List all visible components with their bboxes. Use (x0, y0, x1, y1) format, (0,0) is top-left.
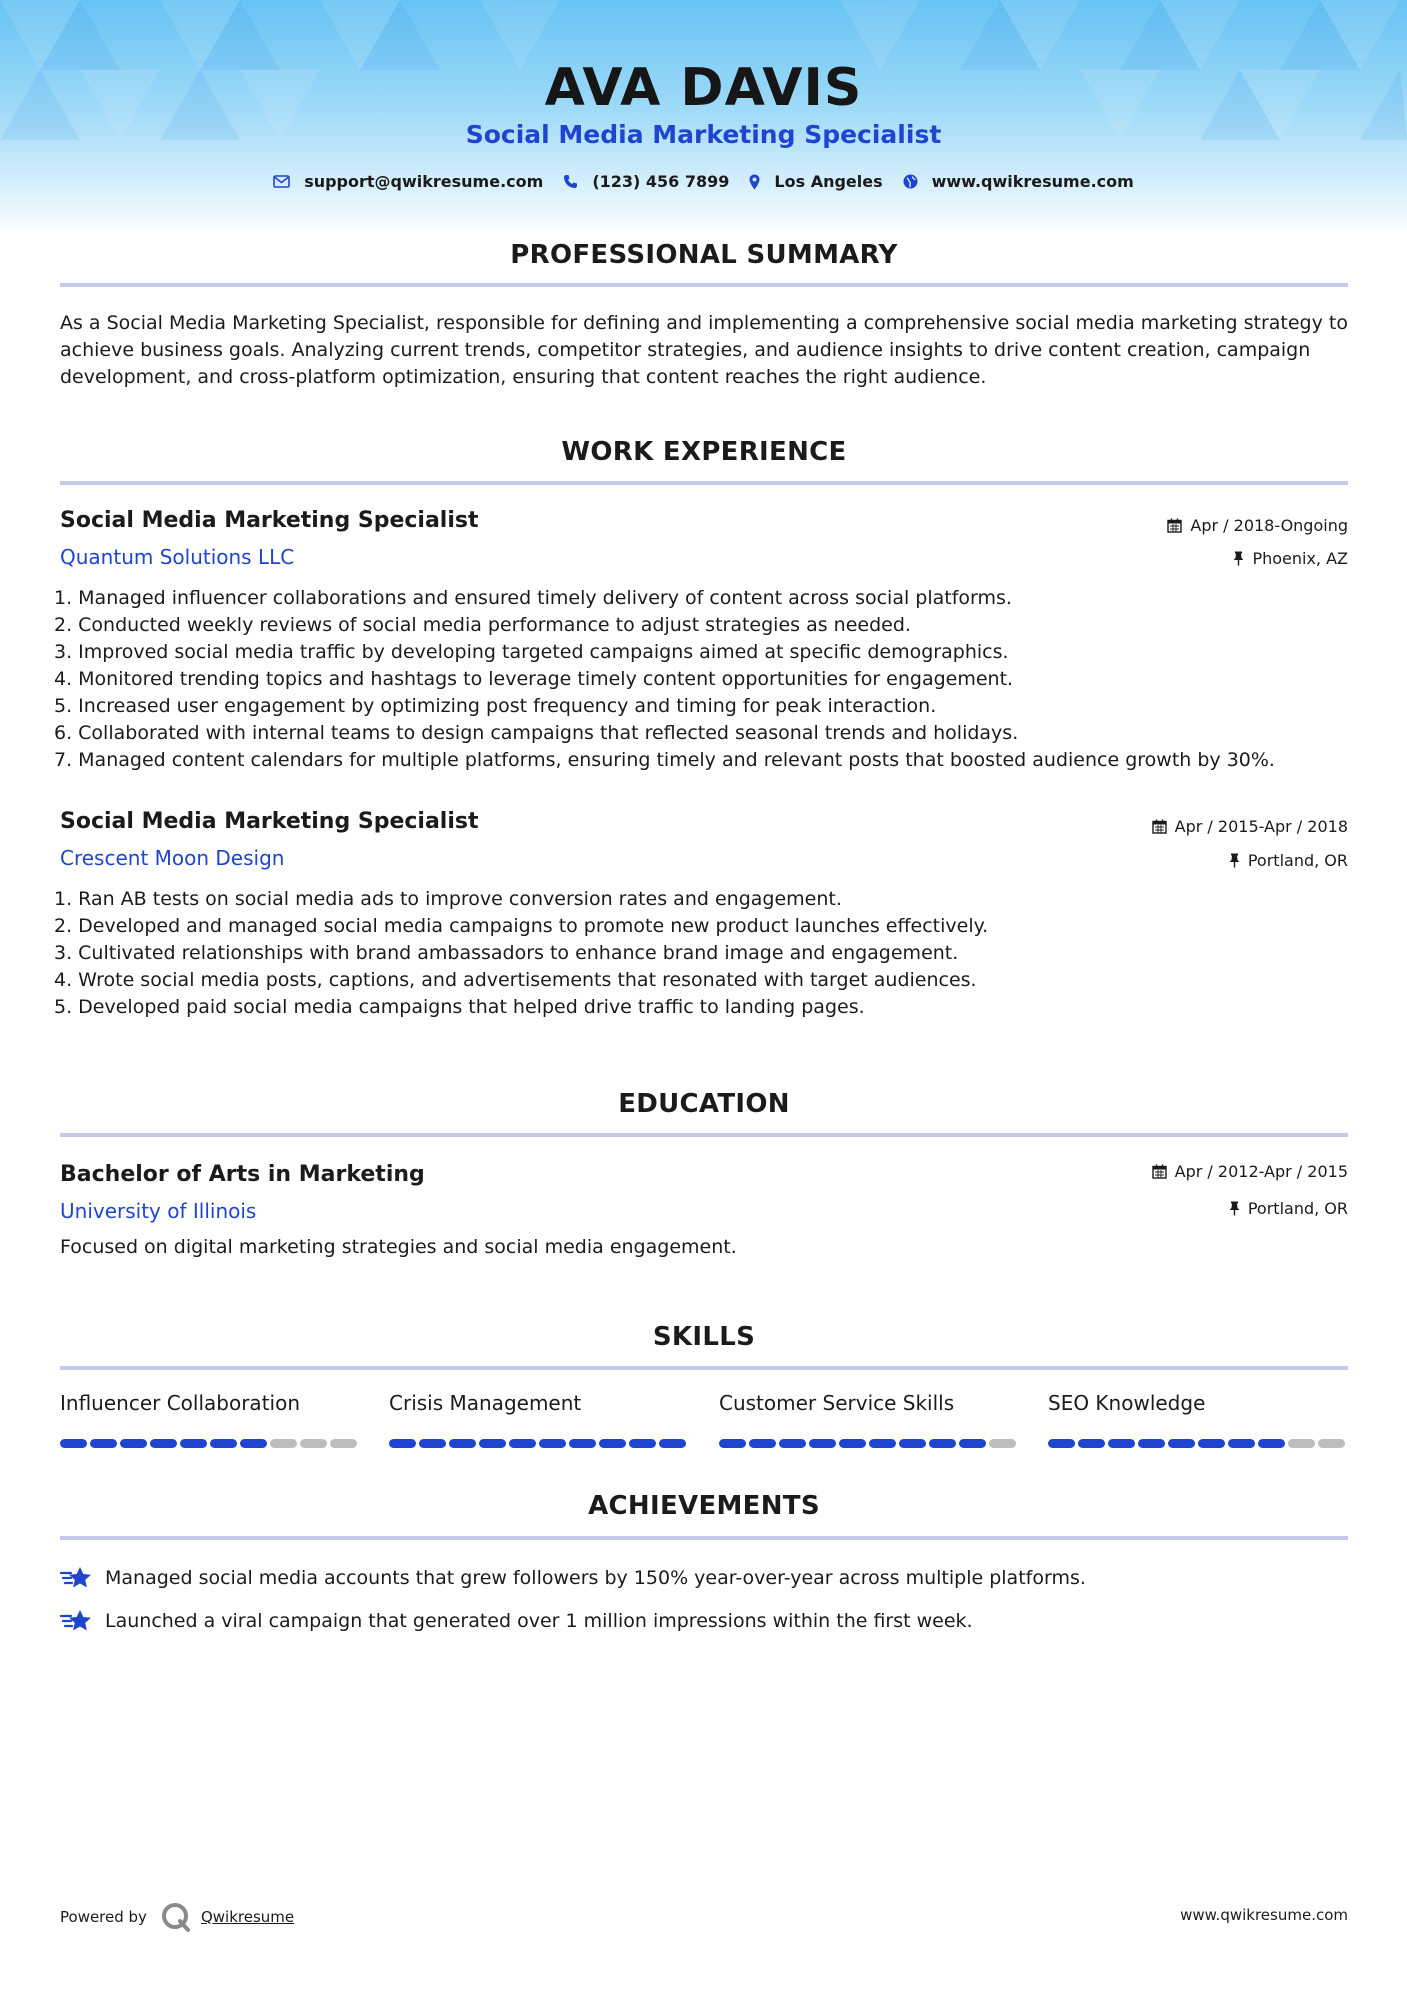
star-icon (60, 1564, 94, 1592)
job-location-text: Portland, OR (1247, 851, 1348, 870)
job-bullet: 2. Developed and managed social media campaigns to promote new product launches effectively. (54, 915, 989, 937)
job-bullet: 6. Collaborated with internal teams to design campaigns that reflected seasonal trends and holidays. (54, 722, 1019, 744)
pin-icon (1233, 551, 1244, 566)
calendar-icon (1152, 819, 1167, 834)
skill-segment-filled (1108, 1439, 1135, 1448)
skill-segment-filled (90, 1439, 117, 1448)
experience-heading: WORK EXPERIENCE (561, 437, 847, 467)
education-location (1229, 1199, 1348, 1218)
skill-rating-bar (389, 1439, 689, 1448)
skill-segment-empty (1318, 1439, 1345, 1448)
experience-divider (60, 481, 1348, 485)
skill-segment-filled (210, 1439, 237, 1448)
envelope-icon (273, 175, 290, 188)
skill-item (1048, 1391, 1348, 1448)
skill-segment-filled (120, 1439, 147, 1448)
contact-email[interactable] (273, 172, 543, 191)
calendar-icon (1152, 1164, 1167, 1179)
qwikresume-link[interactable]: Qwikresume (200, 1908, 295, 1926)
powered-by-label: Powered by (60, 1908, 147, 1926)
skill-segment-filled (749, 1439, 776, 1448)
contact-email-text: support@qwikresume.com (304, 172, 544, 191)
skill-rating-bar (719, 1439, 1019, 1448)
job-bullet: 5. Increased user engagement by optimizing post frequency and timing for peak interaction. (54, 695, 937, 717)
skill-rating-bar (60, 1439, 360, 1448)
job-bullet: 1. Managed influencer collaborations and ensured timely delivery of content across social platforms. (54, 587, 1012, 609)
education-divider (60, 1133, 1348, 1137)
globe-icon (903, 174, 918, 189)
achievements-divider (60, 1536, 1348, 1540)
job-dates (1167, 516, 1348, 535)
skill-segment-filled (180, 1439, 207, 1448)
skill-segment-filled (899, 1439, 926, 1448)
summary-divider (60, 283, 1348, 287)
skill-segment-filled (419, 1439, 446, 1448)
skill-segment-empty (270, 1439, 297, 1448)
contact-location-text: Los Angeles (774, 172, 883, 191)
skill-item (60, 1391, 360, 1448)
skill-segment-filled (659, 1439, 686, 1448)
contact-bar (0, 172, 1407, 191)
education-heading: EDUCATION (618, 1089, 790, 1119)
qwikresume-logo-icon (161, 1902, 191, 1932)
skill-segment-filled (1228, 1439, 1255, 1448)
phone-icon (563, 174, 578, 189)
contact-website[interactable] (903, 172, 1134, 191)
skill-segment-empty (300, 1439, 327, 1448)
summary-heading: PROFESSIONAL SUMMARY (510, 240, 898, 270)
job-bullet: 4. Wrote social media posts, captions, and advertisements that resonated with target audiences. (54, 969, 977, 991)
education-dates-text: Apr / 2012-Apr / 2015 (1174, 1162, 1348, 1181)
candidate-name: AVA DAVIS (544, 58, 863, 118)
skill-segment-filled (1168, 1439, 1195, 1448)
job-bullet: 1. Ran AB tests on social media ads to improve conversion rates and engagement. (54, 888, 842, 910)
skill-segment-empty (1288, 1439, 1315, 1448)
footer-powered-by (60, 1902, 294, 1932)
skill-segment-filled (60, 1439, 87, 1448)
summary-text: As a Social Media Marketing Specialist, responsible for defining and implementing a comprehensive social media marketing strategy to achieve business goals. Analyzing current trends, competitor strategies, and audience insights to drive content creation, campaign development, and cross-platform optimization, ensuring that content reaches the right audience. (60, 312, 1348, 388)
skill-segment-filled (599, 1439, 626, 1448)
candidate-title: Social Media Marketing Specialist (465, 120, 942, 149)
pin-icon (1229, 1201, 1240, 1216)
skill-segment-filled (779, 1439, 806, 1448)
skill-segment-filled (719, 1439, 746, 1448)
skill-item (389, 1391, 689, 1448)
achievements-heading: ACHIEVEMENTS (588, 1491, 820, 1521)
company-name: Crescent Moon Design (60, 846, 285, 870)
job-bullet: 5. Developed paid social media campaigns that helped drive traffic to landing pages. (54, 996, 865, 1018)
skill-segment-empty (989, 1439, 1016, 1448)
job-title: Social Media Marketing Specialist (60, 508, 479, 533)
calendar-icon (1167, 518, 1182, 533)
skill-segment-filled (929, 1439, 956, 1448)
education-dates (1152, 1162, 1348, 1181)
education-description: Focused on digital marketing strategies and social media engagement. (60, 1236, 737, 1258)
degree-title: Bachelor of Arts in Marketing (60, 1162, 425, 1187)
job-location-text: Phoenix, AZ (1252, 549, 1348, 568)
skill-segment-filled (1078, 1439, 1105, 1448)
skill-name: Customer Service Skills (719, 1391, 955, 1415)
star-icon (60, 1607, 94, 1635)
skill-segment-filled (839, 1439, 866, 1448)
job-title: Social Media Marketing Specialist (60, 809, 479, 834)
job-bullet: 7. Managed content calendars for multiple platforms, ensuring timely and relevant posts that boosted audience growth by 30%. (54, 749, 1275, 771)
skill-segment-filled (629, 1439, 656, 1448)
achievement-text: Launched a viral campaign that generated over 1 million impressions within the first week. (105, 1610, 973, 1632)
skill-segment-filled (569, 1439, 596, 1448)
school-name: University of Illinois (60, 1199, 257, 1223)
contact-website-text: www.qwikresume.com (931, 172, 1134, 191)
skill-segment-filled (240, 1439, 267, 1448)
job-bullet: 3. Cultivated relationships with brand ambassadors to enhance brand image and engagement. (54, 942, 959, 964)
skills-divider (60, 1366, 1348, 1370)
achievement-text: Managed social media accounts that grew followers by 150% year-over-year across multiple platforms. (105, 1567, 1086, 1589)
job-location (1229, 851, 1348, 870)
job-bullet-list (54, 585, 1354, 774)
skill-segment-filled (509, 1439, 536, 1448)
job-bullet: 4. Monitored trending topics and hashtags to leverage timely content opportunities for engagement. (54, 668, 1014, 690)
skill-segment-filled (389, 1439, 416, 1448)
map-marker-icon (749, 174, 760, 190)
skill-name: Crisis Management (389, 1391, 582, 1415)
footer-website[interactable]: www.qwikresume.com (1180, 1906, 1348, 1924)
resume-header (0, 0, 1407, 235)
skill-segment-filled (809, 1439, 836, 1448)
job-dates-text: Apr / 2015-Apr / 2018 (1174, 817, 1348, 836)
skills-heading: SKILLS (652, 1322, 756, 1352)
skill-segment-filled (479, 1439, 506, 1448)
job-dates (1152, 817, 1348, 836)
achievement-item (60, 1607, 973, 1635)
skill-segment-filled (1258, 1439, 1285, 1448)
pin-icon (1229, 853, 1240, 868)
skill-segment-filled (959, 1439, 986, 1448)
skill-name: SEO Knowledge (1048, 1391, 1206, 1415)
skill-name: Influencer Collaboration (60, 1391, 300, 1415)
skill-rating-bar (1048, 1439, 1348, 1448)
job-bullet: 2. Conducted weekly reviews of social media performance to adjust strategies as needed. (54, 614, 911, 636)
contact-phone[interactable] (563, 172, 729, 191)
achievement-item (60, 1564, 1086, 1592)
job-bullet-list (54, 886, 1354, 1021)
skill-segment-filled (1138, 1439, 1165, 1448)
skill-segment-filled (1048, 1439, 1075, 1448)
skill-segment-filled (869, 1439, 896, 1448)
job-location (1233, 549, 1348, 568)
skill-segment-filled (1198, 1439, 1225, 1448)
job-dates-text: Apr / 2018-Ongoing (1190, 516, 1348, 535)
job-bullet: 3. Improved social media traffic by developing targeted campaigns aimed at specific demographics. (54, 641, 1009, 663)
skill-item (719, 1391, 1019, 1448)
skill-segment-empty (330, 1439, 357, 1448)
contact-phone-text: (123) 456 7899 (592, 172, 730, 191)
skill-segment-filled (539, 1439, 566, 1448)
skill-segment-filled (449, 1439, 476, 1448)
education-location-text: Portland, OR (1247, 1199, 1348, 1218)
company-name: Quantum Solutions LLC (60, 545, 295, 569)
skill-segment-filled (150, 1439, 177, 1448)
contact-location (749, 172, 882, 191)
